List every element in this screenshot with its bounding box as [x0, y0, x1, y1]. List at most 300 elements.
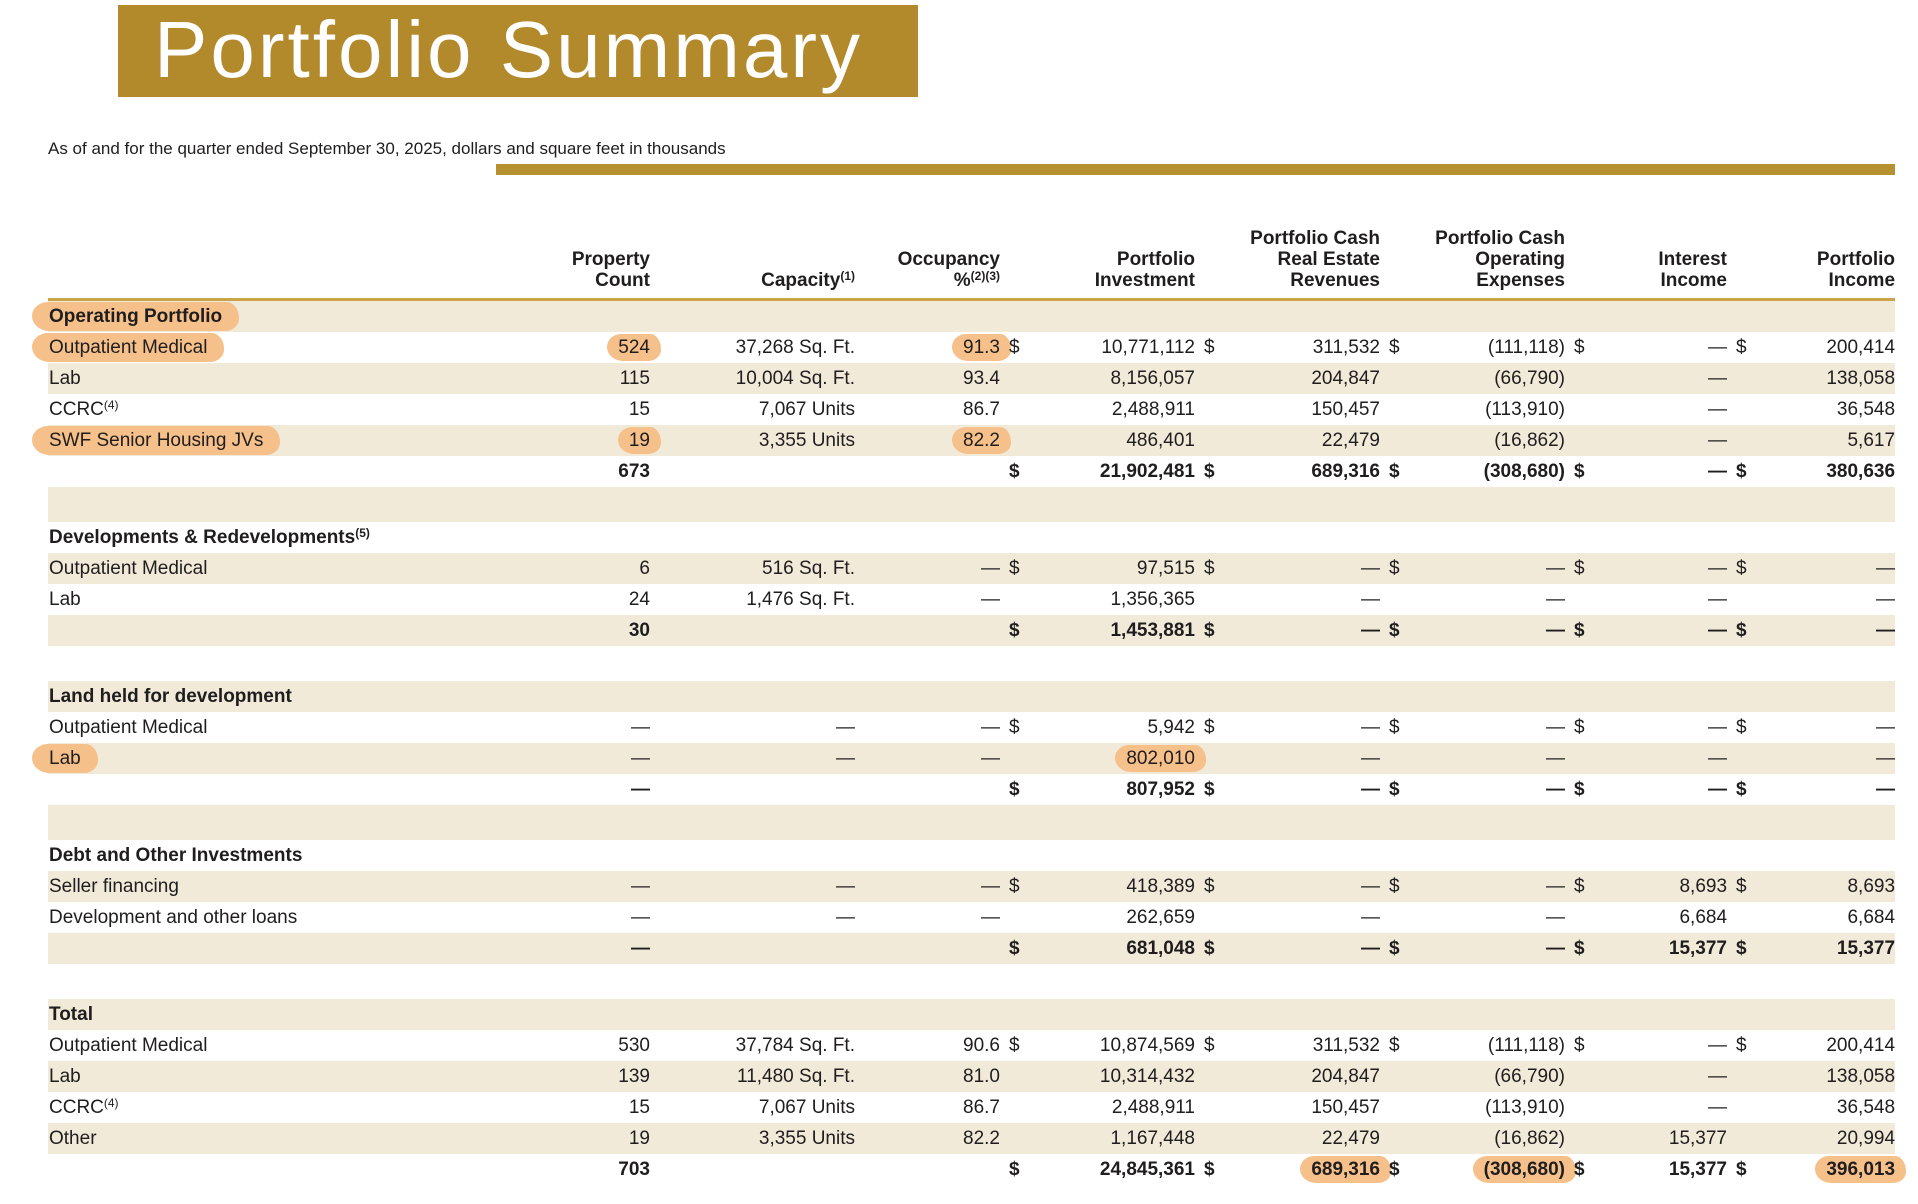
- count-cell: 115: [460, 363, 650, 394]
- section-row-debt: [48, 840, 1895, 871]
- dollar-sign: $: [1389, 1034, 1400, 1056]
- revenues-cell: —: [1228, 743, 1380, 774]
- row-label: [48, 933, 460, 964]
- revenues-cell: 204,847: [1228, 1061, 1380, 1092]
- col-header-cash-real-estate-revenues: Portfolio Cash Real Estate Revenues: [1195, 186, 1380, 300]
- capacity-cell: —: [650, 743, 855, 774]
- row-label: Outpatient Medical: [49, 716, 208, 738]
- section-label: Land held for development: [48, 681, 1895, 712]
- interest-cell: —: [1600, 743, 1727, 774]
- highlight: 396,013: [1815, 1156, 1906, 1183]
- gold-rule: [496, 164, 1895, 175]
- section-label: Total: [48, 999, 1895, 1030]
- dollar-sign: [1000, 902, 1030, 933]
- count-cell: 15: [628, 398, 650, 420]
- row-label: Outpatient Medical: [49, 1034, 208, 1056]
- expenses-cell: —: [1546, 778, 1565, 800]
- occupancy-cell: [855, 332, 1000, 363]
- dollar-sign: $: [1574, 1034, 1585, 1056]
- investment-cell: 681,048: [1030, 933, 1195, 964]
- dollar-sign: [1727, 425, 1762, 456]
- portfolio-income-cell: 380,636: [1826, 460, 1896, 482]
- count-cell: —: [631, 778, 650, 800]
- occupancy-cell: [855, 456, 1000, 487]
- capacity-cell: 3,355 Units: [650, 1123, 855, 1154]
- capacity-cell: [650, 1154, 855, 1185]
- dollar-sign: [1380, 902, 1413, 933]
- expenses-cell: (16,862): [1413, 425, 1565, 456]
- capacity-cell: 37,268 Sq. Ft.: [735, 336, 855, 358]
- occupancy-cell: [855, 933, 1000, 964]
- col-header-portfolio-income: Portfolio Income: [1727, 186, 1895, 300]
- investment-cell: 10,314,432: [1030, 1061, 1195, 1092]
- section-label: Developments & Redevelopments$^{(5)}$: [49, 525, 370, 548]
- capacity-cell: 37,784 Sq. Ft.: [735, 1034, 855, 1056]
- dollar-sign: [1727, 743, 1762, 774]
- dollar-sign: [1565, 1092, 1600, 1123]
- interest-cell: —: [1708, 778, 1728, 800]
- revenues-cell: 22,479: [1228, 1123, 1380, 1154]
- dollar-sign: $: [1574, 460, 1585, 482]
- dollar-sign: $: [1389, 336, 1400, 358]
- occupancy-cell: 82.2: [855, 1123, 1000, 1154]
- dollar-sign: $: [1195, 553, 1228, 584]
- spacer-cell: [48, 646, 1895, 681]
- dollar-sign: [1380, 363, 1413, 394]
- occupancy-cell: 81.0: [855, 1061, 1000, 1092]
- revenues-cell: —: [1361, 778, 1380, 800]
- dollar-sign: [1727, 584, 1762, 615]
- occupancy-cell: —: [981, 906, 1000, 928]
- portfolio-income-cell: —: [1876, 778, 1896, 800]
- portfolio-income-cell: —: [1762, 743, 1895, 774]
- table-row: [48, 871, 1895, 902]
- portfolio-income-cell: 36,548: [1836, 1096, 1896, 1118]
- dollar-sign: $: [1727, 615, 1762, 646]
- subtitle: As of and for the quarter ended September 30, 2025, dollars and square feet in thousands: [48, 139, 726, 158]
- dollar-sign: [1195, 584, 1228, 615]
- dollar-sign: $: [1195, 871, 1228, 902]
- table-row: [48, 553, 1895, 584]
- interest-cell: 8,693: [1600, 871, 1727, 902]
- dollar-sign: [1195, 1061, 1228, 1092]
- expenses-cell: —: [1413, 871, 1565, 902]
- occupancy-cell: [855, 1154, 1000, 1185]
- portfolio-income-cell: 20,994: [1762, 1123, 1895, 1154]
- dollar-sign: $: [1204, 716, 1215, 738]
- col-header-occupancy: Occupancy %$^{(2)(3)}$: [855, 186, 1000, 300]
- capacity-cell: 10,004 Sq. Ft.: [650, 363, 855, 394]
- dollar-sign: $: [1736, 336, 1747, 358]
- dollar-sign: [1000, 743, 1030, 774]
- dollar-sign: [1195, 902, 1228, 933]
- count-cell: 703: [618, 1158, 650, 1180]
- occupancy-cell: —: [981, 716, 1000, 738]
- dollar-sign: $: [1565, 553, 1600, 584]
- portfolio-income-cell: 15,377: [1762, 933, 1895, 964]
- portfolio-income-cell: 5,617: [1762, 425, 1895, 456]
- dollar-sign: [1727, 1061, 1762, 1092]
- occupancy-cell: —: [855, 743, 1000, 774]
- investment-cell: 97,515: [1030, 553, 1195, 584]
- interest-cell: 6,684: [1679, 906, 1728, 928]
- table-row: [48, 363, 1895, 394]
- revenues-cell: 150,457: [1311, 1096, 1380, 1118]
- dollar-sign: $: [1736, 778, 1747, 800]
- investment-cell: 10,874,569: [1099, 1034, 1195, 1056]
- count-cell: 139: [460, 1061, 650, 1092]
- capacity-cell: 7,067 Units: [758, 398, 855, 420]
- dollar-sign: [1380, 1092, 1413, 1123]
- investment-cell: 807,952: [1126, 778, 1195, 800]
- highlight: Lab: [32, 744, 98, 773]
- footnote-marker: (1): [840, 269, 855, 283]
- dollar-sign: $: [1000, 553, 1030, 584]
- dollar-sign: [1000, 1061, 1030, 1092]
- col-header-portfolio-investment: Portfolio Investment: [1000, 186, 1195, 300]
- revenues-cell: 150,457: [1311, 398, 1380, 420]
- dollar-sign: $: [1000, 871, 1030, 902]
- portfolio-income-cell: 6,684: [1847, 906, 1896, 928]
- dollar-sign: $: [1736, 1158, 1747, 1180]
- dollar-sign: $: [1727, 553, 1762, 584]
- investment-cell: 418,389: [1030, 871, 1195, 902]
- count-cell: —: [460, 933, 650, 964]
- occupancy-cell: —: [855, 553, 1000, 584]
- dollar-sign: $: [1389, 716, 1400, 738]
- dollar-sign: [1565, 425, 1600, 456]
- dollar-sign: $: [1565, 871, 1600, 902]
- revenues-cell: —: [1361, 716, 1380, 738]
- row-label: Seller financing: [48, 871, 460, 902]
- dollar-sign: [1565, 394, 1600, 425]
- dollar-sign: [1727, 1092, 1762, 1123]
- capacity-cell: [650, 456, 855, 487]
- highlight: 91.3: [952, 334, 1011, 361]
- revenues-cell: —: [1228, 553, 1380, 584]
- occupancy-cell: 86.7: [963, 398, 1000, 420]
- dollar-sign: $: [1380, 553, 1413, 584]
- expenses-cell: (16,862): [1413, 1123, 1565, 1154]
- footnote-marker: (2)(3): [970, 269, 1000, 283]
- interest-cell: —: [1600, 1061, 1727, 1092]
- revenues-cell: 311,532: [1312, 336, 1380, 358]
- occupancy-cell: [855, 615, 1000, 646]
- investment-cell: 21,902,481: [1099, 460, 1195, 482]
- revenues-cell: —: [1361, 588, 1380, 610]
- portfolio-income-cell: —: [1762, 615, 1895, 646]
- title-banner: [118, 5, 918, 97]
- grand-total-row: [48, 1154, 1895, 1185]
- dollar-sign: [1380, 425, 1413, 456]
- dollar-sign: $: [1009, 716, 1020, 738]
- dollar-sign: [1727, 363, 1762, 394]
- header-spacer: [48, 186, 460, 300]
- col-header-interest-income: Interest Income: [1565, 186, 1727, 300]
- spacer-row: [48, 964, 1895, 999]
- capacity-cell: 1,476 Sq. Ft.: [746, 588, 855, 610]
- count-cell: 673: [618, 460, 650, 482]
- dollar-sign: [1565, 1123, 1600, 1154]
- dollar-sign: [1380, 1123, 1413, 1154]
- highlight: SWF Senior Housing JVs: [32, 426, 280, 455]
- occupancy-cell: —: [855, 871, 1000, 902]
- table-row: [48, 743, 1895, 774]
- row-label: [48, 774, 460, 805]
- row-label: Other: [48, 1123, 460, 1154]
- interest-cell: —: [1708, 716, 1728, 738]
- table-row: [48, 332, 1895, 363]
- interest-cell: —: [1600, 615, 1727, 646]
- dollar-sign: $: [1009, 336, 1020, 358]
- occupancy-cell: 86.7: [963, 1096, 1000, 1118]
- dollar-sign: $: [1009, 460, 1020, 482]
- subtotal-row: [48, 456, 1895, 487]
- spacer-row: [48, 487, 1895, 522]
- table-row: [48, 1061, 1895, 1092]
- expenses-cell: —: [1546, 716, 1565, 738]
- dollar-sign: $: [1380, 615, 1413, 646]
- occupancy-cell: [855, 774, 1000, 805]
- investment-cell: 1,167,448: [1030, 1123, 1195, 1154]
- portfolio-summary-table: [48, 186, 1895, 1185]
- col-header-property-count: Property Count: [460, 186, 650, 300]
- spacer-cell: [48, 487, 1895, 522]
- dollar-sign: $: [1204, 778, 1215, 800]
- capacity-cell: [650, 615, 855, 646]
- count-cell: —: [460, 871, 650, 902]
- footnote-marker: (5): [355, 525, 370, 540]
- table-row: [48, 1092, 1895, 1123]
- interest-cell: —: [1600, 363, 1727, 394]
- dollar-sign: $: [1389, 460, 1400, 482]
- dollar-sign: [1195, 394, 1228, 425]
- revenues-cell: 689,316: [1311, 460, 1380, 482]
- portfolio-income-cell: —: [1762, 553, 1895, 584]
- dollar-sign: $: [1204, 460, 1215, 482]
- capacity-cell: 7,067 Units: [758, 1096, 855, 1118]
- count-cell: 6: [460, 553, 650, 584]
- expenses-cell: —: [1546, 906, 1565, 928]
- capacity-cell: [650, 933, 855, 964]
- revenues-cell: 311,532: [1312, 1034, 1380, 1056]
- highlight: (308,680): [1473, 1156, 1576, 1183]
- expenses-cell: —: [1413, 743, 1565, 774]
- interest-cell: —: [1708, 1034, 1728, 1056]
- row-label: [48, 456, 460, 487]
- section-row-total: [48, 999, 1895, 1030]
- dollar-sign: [1565, 363, 1600, 394]
- capacity-cell: —: [836, 716, 855, 738]
- dollar-sign: $: [1009, 1158, 1020, 1180]
- highlight: 689,316: [1300, 1156, 1391, 1183]
- revenues-cell: —: [1361, 906, 1380, 928]
- spacer-row: [48, 646, 1895, 681]
- dollar-sign: [1565, 902, 1600, 933]
- investment-cell: 5,942: [1147, 716, 1195, 738]
- dollar-sign: [1000, 363, 1030, 394]
- portfolio-income-cell: 200,414: [1826, 336, 1896, 358]
- section-row-operating-portfolio: [48, 300, 1895, 333]
- row-label: [48, 1154, 460, 1185]
- highlight: Operating Portfolio: [32, 302, 239, 331]
- table-row: [48, 1030, 1895, 1061]
- count-cell: [460, 425, 650, 456]
- table-row: [48, 394, 1895, 425]
- row-label: Lab: [49, 588, 81, 610]
- investment-cell: 1,453,881: [1030, 615, 1195, 646]
- portfolio-income-cell: 200,414: [1826, 1034, 1896, 1056]
- dollar-sign: $: [1204, 1158, 1215, 1180]
- count-cell: —: [460, 743, 650, 774]
- dollar-sign: [1195, 363, 1228, 394]
- expenses-cell: (66,790): [1413, 363, 1565, 394]
- dollar-sign: $: [1000, 933, 1030, 964]
- footnote-marker: (4): [103, 397, 119, 412]
- capacity-cell: 516 Sq. Ft.: [650, 553, 855, 584]
- investment-cell: 2,488,911: [1111, 398, 1195, 420]
- row-label: Lab: [48, 1061, 460, 1092]
- occupancy-cell: 90.6: [963, 1034, 1000, 1056]
- portfolio-income-cell: —: [1876, 716, 1896, 738]
- dollar-sign: $: [1565, 933, 1600, 964]
- capacity-cell: 3,355 Units: [650, 425, 855, 456]
- highlight: 802,010: [1115, 745, 1206, 772]
- row-label: [48, 425, 460, 456]
- footnote-marker: (4): [103, 1095, 119, 1110]
- expenses-cell: (111,118): [1487, 336, 1565, 358]
- dollar-sign: $: [1389, 778, 1400, 800]
- dollar-sign: $: [1574, 778, 1585, 800]
- highlight: 524: [607, 334, 661, 361]
- portfolio-income-cell: 138,058: [1762, 363, 1895, 394]
- revenues-cell: [1228, 1154, 1380, 1185]
- highlight: 19: [618, 427, 661, 454]
- dollar-sign: [1727, 394, 1762, 425]
- dollar-sign: $: [1727, 933, 1762, 964]
- row-label: [48, 615, 460, 646]
- count-cell: 15: [628, 1096, 650, 1118]
- capacity-cell: —: [836, 906, 855, 928]
- investment-cell: 1,356,365: [1110, 588, 1195, 610]
- spacer-cell: [48, 964, 1895, 999]
- row-label: CCRC$^{(4)}$: [49, 1095, 119, 1118]
- col-header-cash-operating-expenses: Portfolio Cash Operating Expenses: [1380, 186, 1565, 300]
- dollar-sign: [1195, 1092, 1228, 1123]
- interest-cell: —: [1708, 1096, 1728, 1118]
- dollar-sign: $: [1565, 615, 1600, 646]
- count-cell: 19: [460, 1123, 650, 1154]
- section-label: Debt and Other Investments: [49, 844, 303, 866]
- subtotal-row: [48, 933, 1895, 964]
- dollar-sign: [1380, 584, 1413, 615]
- dollar-sign: $: [1195, 615, 1228, 646]
- table-row: [48, 425, 1895, 456]
- section-label: [48, 300, 1895, 333]
- dollar-sign: $: [1009, 778, 1020, 800]
- expenses-cell: —: [1413, 615, 1565, 646]
- capacity-cell: [650, 774, 855, 805]
- interest-cell: —: [1600, 425, 1727, 456]
- dollar-sign: $: [1204, 1034, 1215, 1056]
- expenses-cell: —: [1413, 933, 1565, 964]
- portfolio-income-cell: 36,548: [1836, 398, 1896, 420]
- row-label: Lab: [48, 363, 460, 394]
- investment-cell: 8,156,057: [1030, 363, 1195, 394]
- dollar-sign: $: [1380, 871, 1413, 902]
- dollar-sign: [1000, 1123, 1030, 1154]
- col-header-capacity: Capacity$^{(1)}$: [650, 186, 855, 300]
- dollar-sign: $: [1000, 615, 1030, 646]
- revenues-cell: 204,847: [1228, 363, 1380, 394]
- table-row: [48, 712, 1895, 743]
- dollar-sign: $: [1009, 1034, 1020, 1056]
- subtotal-row: [48, 774, 1895, 805]
- spacer-cell: [48, 805, 1895, 840]
- portfolio-income-cell: [1762, 1154, 1895, 1185]
- investment-cell: 10,771,112: [1101, 336, 1195, 358]
- revenues-cell: 22,479: [1228, 425, 1380, 456]
- table-row: [48, 584, 1895, 615]
- interest-cell: 15,377: [1668, 1158, 1728, 1180]
- occupancy-cell: [855, 425, 1000, 456]
- count-cell: 24: [628, 588, 650, 610]
- page-title: Portfolio Summary: [154, 5, 863, 94]
- portfolio-income-cell: —: [1876, 588, 1896, 610]
- dollar-sign: [1380, 743, 1413, 774]
- interest-cell: —: [1708, 588, 1728, 610]
- revenues-cell: —: [1228, 933, 1380, 964]
- highlight: Outpatient Medical: [32, 333, 224, 362]
- dollar-sign: [1000, 1092, 1030, 1123]
- expenses-cell: (113,910): [1485, 398, 1565, 420]
- interest-cell: —: [1708, 336, 1728, 358]
- dollar-sign: [1380, 394, 1413, 425]
- dollar-sign: [1000, 394, 1030, 425]
- section-row-land-held: [48, 681, 1895, 712]
- investment-cell: 262,659: [1126, 906, 1195, 928]
- dollar-sign: $: [1204, 336, 1215, 358]
- dollar-sign: [1565, 584, 1600, 615]
- occupancy-cell: 93.4: [855, 363, 1000, 394]
- investment-cell: 486,401: [1030, 425, 1195, 456]
- dollar-sign: $: [1195, 933, 1228, 964]
- dollar-sign: [1565, 743, 1600, 774]
- dollar-sign: $: [1736, 1034, 1747, 1056]
- investment-cell: [1030, 743, 1195, 774]
- occupancy-cell: —: [981, 588, 1000, 610]
- subtotal-row: [48, 615, 1895, 646]
- interest-cell: —: [1708, 398, 1728, 420]
- dollar-sign: [1195, 425, 1228, 456]
- investment-cell: 2,488,911: [1111, 1096, 1195, 1118]
- row-label: Development and other loans: [49, 906, 298, 928]
- section-row-developments: [48, 522, 1895, 553]
- capacity-cell: 11,480 Sq. Ft.: [650, 1061, 855, 1092]
- dollar-sign: [1727, 1123, 1762, 1154]
- dollar-sign: $: [1574, 336, 1585, 358]
- dollar-sign: [1195, 1123, 1228, 1154]
- expenses-cell: (111,118): [1487, 1034, 1565, 1056]
- count-cell: 30: [460, 615, 650, 646]
- count-cell: [460, 332, 650, 363]
- highlight: 82.2: [952, 427, 1011, 454]
- investment-cell: 24,845,361: [1099, 1158, 1195, 1180]
- expenses-cell: —: [1546, 588, 1565, 610]
- header-row: [48, 186, 1895, 300]
- table-row: [48, 902, 1895, 933]
- interest-cell: 15,377: [1600, 1123, 1727, 1154]
